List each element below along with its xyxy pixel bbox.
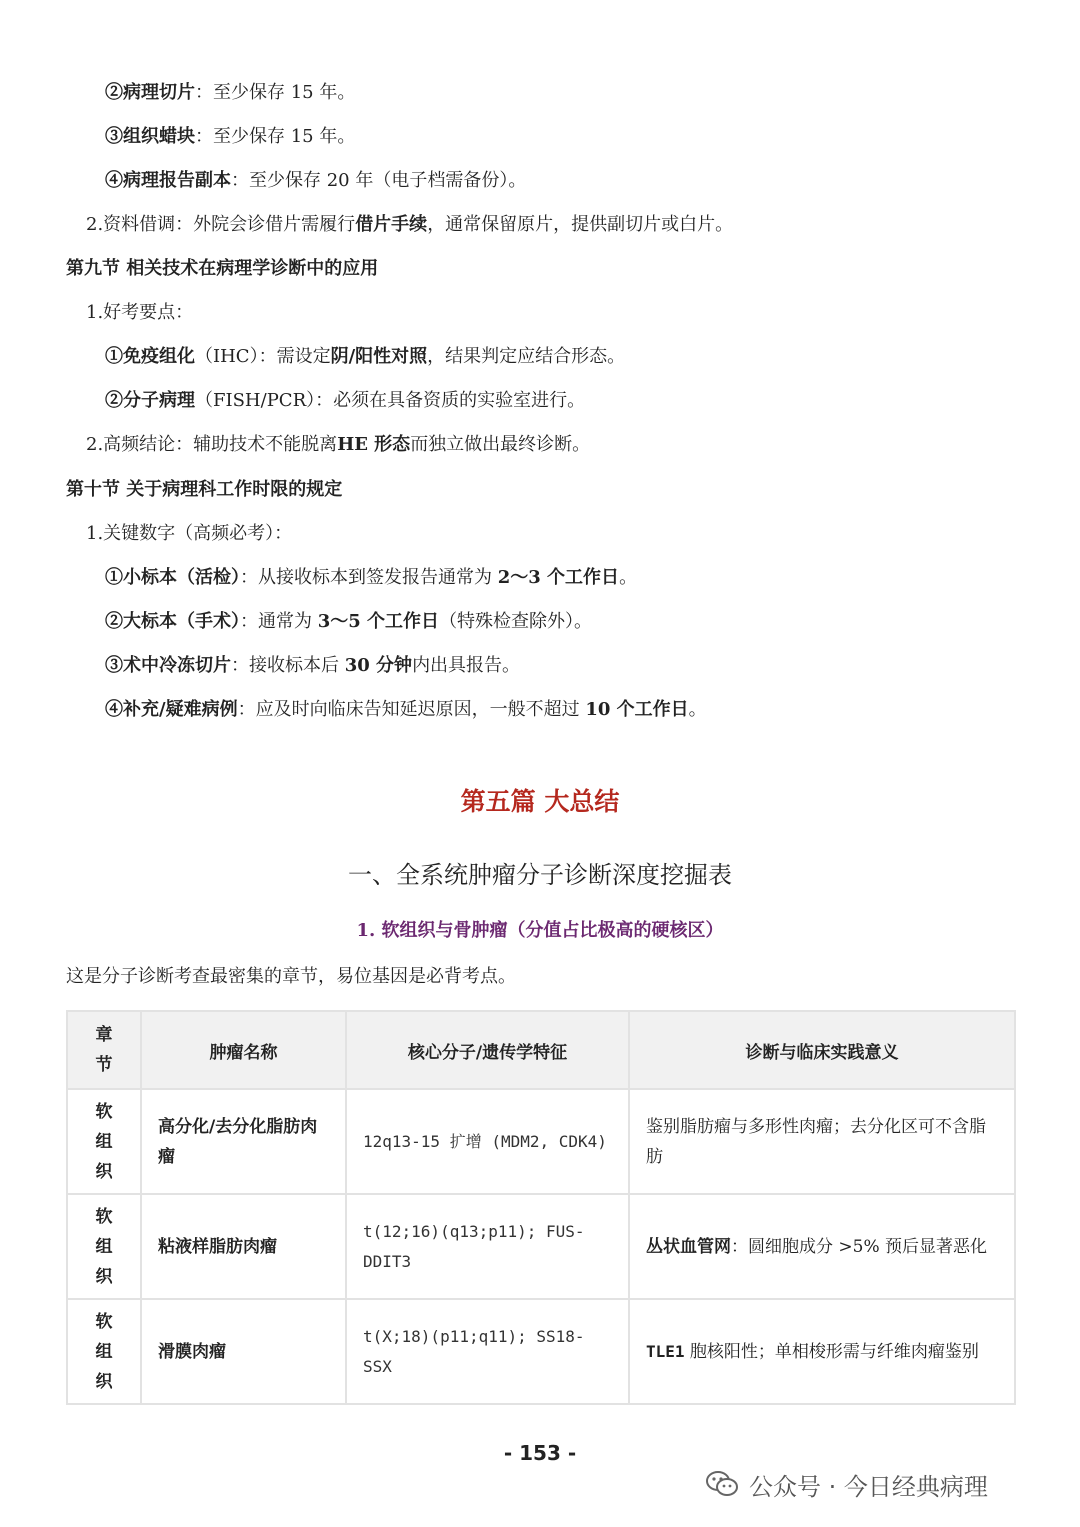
significance-bold: 丛状血管网: [646, 1236, 731, 1257]
section10-title: 第十节 关于病理科工作时限的规定: [66, 479, 343, 500]
borrow-pre: 2.资料借调：外院会诊借片需履行: [86, 214, 356, 235]
table-row: [67, 1299, 1015, 1404]
row-chapter: 软组织: [67, 1194, 141, 1299]
significance-bold: TLE1: [646, 1341, 685, 1361]
row-name: 滑膜肉瘤: [141, 1299, 346, 1404]
timelimit-item: [105, 697, 707, 723]
conclusion-line: [86, 432, 590, 458]
retention-text: ：至少保存 20 年（电子档需备份）。: [231, 170, 527, 191]
conclusion-post: 而独立做出最终诊断。: [410, 434, 591, 455]
header-significance: 诊断与临床实践意义: [629, 1011, 1015, 1089]
item-post: 。: [619, 567, 638, 588]
ihc-bold: 阴/阳性对照: [330, 346, 428, 367]
item-label: ①小标本（活检）: [105, 567, 240, 588]
row-significance: [629, 1194, 1015, 1299]
significance-text: 胞核阳性；单相梭形需与纤维肉瘤鉴别: [684, 1341, 979, 1362]
page-number: - 153 -: [503, 1441, 577, 1465]
borrow-bold: 借片手续: [355, 214, 428, 235]
header-name: 肿瘤名称: [141, 1011, 346, 1089]
section10-intro: 1.关键数字（高频必考）：: [86, 523, 293, 544]
significance-text: 鉴别脂肪瘤与多形性肉瘤；去分化区可不含脂肪: [646, 1116, 986, 1167]
item-pre: ：从接收标本到签发报告通常为: [240, 567, 498, 588]
item-label: ③术中冷冻切片: [105, 655, 231, 676]
ihc-mid: （IHC）：需设定: [195, 346, 331, 367]
item-label: ②大标本（手术）: [105, 611, 240, 632]
row-molecular: t(12;16)(q13;p11); FUS-DDIT3: [346, 1194, 629, 1299]
borrow-post: ，通常保留原片，提供副切片或白片。: [427, 214, 734, 235]
part5-title: 第五篇 大总结: [460, 787, 620, 816]
molecular-line: [105, 388, 585, 414]
table-header-row: [67, 1011, 1015, 1089]
item-post: 。: [688, 699, 707, 720]
conclusion-bold: HE 形态: [337, 434, 411, 455]
item-post: （特殊检查除外）。: [439, 611, 593, 632]
row-chapter: 软组织: [67, 1299, 141, 1404]
row-name: 高分化/去分化脂肪肉瘤: [141, 1089, 346, 1194]
retention-slides: [105, 80, 355, 106]
retention-text: ：至少保存 15 年。: [195, 126, 356, 147]
ihc-post: ，结果判定应结合形态。: [427, 346, 626, 367]
retention-label: ④病理报告副本: [105, 170, 231, 191]
watermark: [705, 1467, 988, 1501]
row-name: 粘液样脂肪肉瘤: [141, 1194, 346, 1299]
intro-text: 这是分子诊断考查最密集的章节，易位基因是必背考点。: [66, 966, 516, 987]
retention-report: [105, 168, 526, 194]
timelimit-item: [105, 653, 520, 679]
table-row: [67, 1194, 1015, 1299]
section9-title: 第九节 相关技术在病理学诊断中的应用: [66, 258, 379, 279]
table-row: [67, 1089, 1015, 1194]
item-pre: ：通常为: [240, 611, 318, 632]
row-molecular: 12q13-15 扩增 (MDM2, CDK4): [346, 1089, 629, 1194]
mol-label: ②分子病理: [105, 390, 195, 411]
item-label: ④补充/疑难病例: [105, 699, 238, 720]
timelimit-item: [105, 565, 637, 591]
molecular-table: [66, 1010, 1016, 1405]
item-pre: ：应及时向临床告知延迟原因，一般不超过: [237, 699, 586, 720]
table-title: 一、全系统肿瘤分子诊断深度挖掘表: [348, 861, 732, 889]
header-molecular: 核心分子/遗传学特征: [346, 1011, 629, 1089]
header-chapter: 章节: [67, 1011, 141, 1089]
conclusion-pre: 2.高频结论：辅助技术不能脱离: [86, 434, 338, 455]
timelimit-item: [105, 609, 592, 635]
row-chapter: 软组织: [67, 1089, 141, 1194]
item-bold: 2～3 个工作日: [497, 567, 620, 588]
retention-label: ③组织蜡块: [105, 126, 195, 147]
item-pre: ：接收标本后: [231, 655, 345, 676]
retention-label: ②病理切片: [105, 82, 195, 103]
item-bold: 30 分钟: [344, 655, 413, 676]
ihc-line: [105, 344, 625, 370]
item-bold: 3～5 个工作日: [317, 611, 440, 632]
significance-text: ：圆细胞成分 >5% 预后显著恶化: [731, 1236, 988, 1257]
row-molecular: t(X;18)(p11;q11); SS18-SSX: [346, 1299, 629, 1404]
row-significance: [629, 1299, 1015, 1404]
ihc-label: ①免疫组化: [105, 346, 195, 367]
borrow-line: [86, 212, 733, 238]
row-significance: [629, 1089, 1015, 1194]
item-bold: 10 个工作日: [585, 699, 689, 720]
watermark-text: 公众号 · 今日经典病理: [749, 1472, 988, 1501]
wechat-icon: [705, 1469, 739, 1499]
item-post: 内出具报告。: [412, 655, 521, 676]
retention-blocks: [105, 124, 355, 150]
section9-intro: 1.好考要点：: [86, 302, 194, 323]
sub-title: 1. 软组织与骨肿瘤（分值占比极高的硬核区）: [356, 920, 724, 941]
retention-text: ：至少保存 15 年。: [195, 82, 356, 103]
mol-post: （FISH/PCR）：必须在具备资质的实验室进行。: [195, 390, 586, 411]
